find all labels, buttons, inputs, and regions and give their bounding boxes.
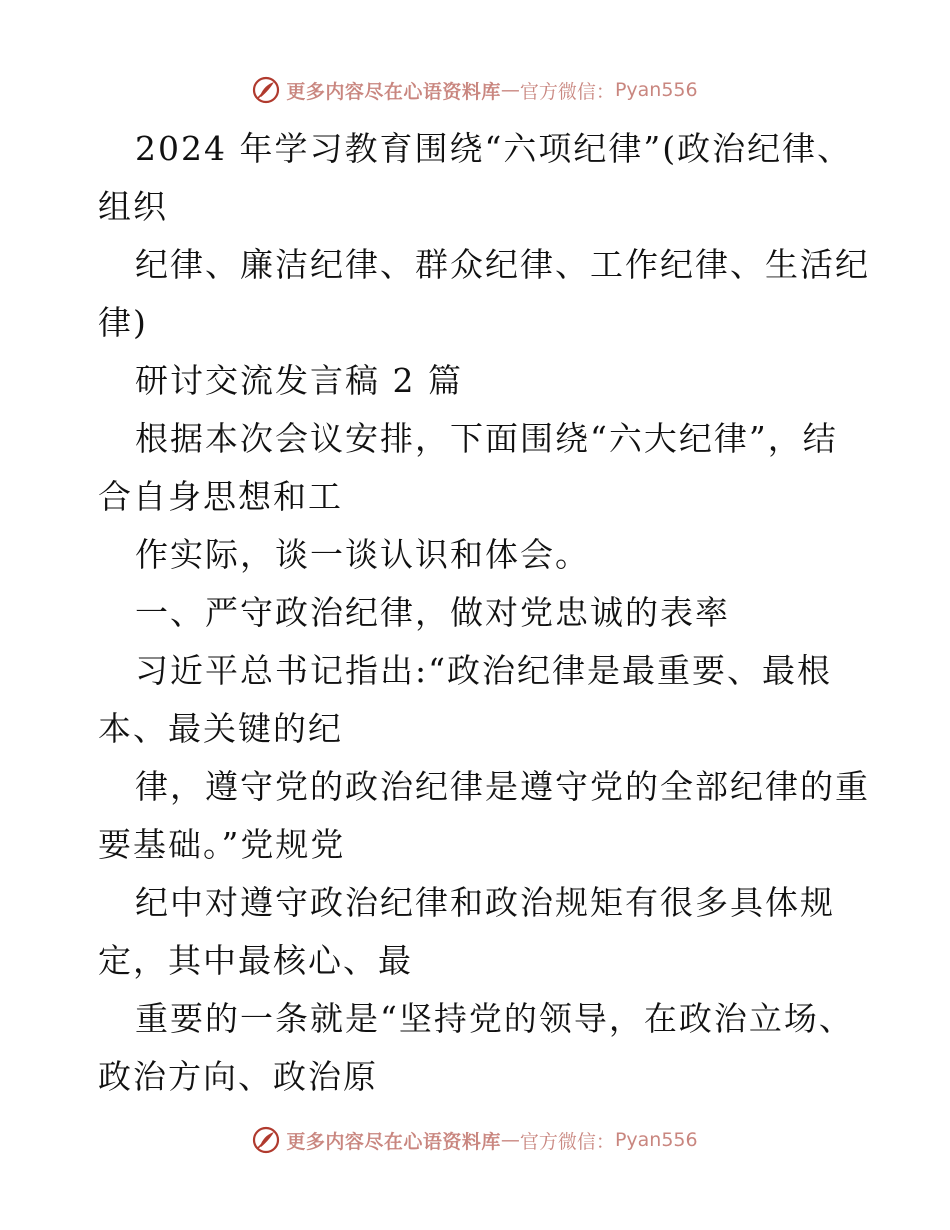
body-line: 本、最关键的纪 xyxy=(98,709,343,748)
banner-dash: — xyxy=(500,79,520,101)
body-line: 习近平总书记指出:“政治纪律是最重要、最根 xyxy=(135,651,832,690)
header-banner xyxy=(0,70,950,110)
banner-contact-label: 官方微信： xyxy=(519,80,615,103)
body-line: 根据本次会议安排，下面围绕“六大纪律”，结 xyxy=(135,419,838,458)
body-line: 重要的一条就是“坚持党的领导，在政治立场、 xyxy=(135,999,854,1038)
body-line: 研讨交流发言稿 2 篇 xyxy=(135,361,463,400)
banner-main-text: 更多内容尽在心语资料库 xyxy=(286,1130,501,1153)
body-line: 组织 xyxy=(98,187,168,226)
banner-main-text: 更多内容尽在心语资料库 xyxy=(286,80,501,103)
body-line: 要基础。”党规党 xyxy=(98,825,346,864)
section-heading: 一、严守政治纪律，做对党忠诚的表率 xyxy=(135,593,730,632)
banner-contact-id: Pyan556 xyxy=(614,79,698,101)
body-line: 政治方向、政治原 xyxy=(98,1057,378,1096)
body-line: 2024 年学习教育围绕“六项纪律”(政治纪律、 xyxy=(135,129,853,168)
body-line: 定，其中最核心、最 xyxy=(98,941,413,980)
footer-banner xyxy=(0,1120,950,1160)
body-line: 纪律、廉洁纪律、群众纪律、工作纪律、生活纪 xyxy=(135,245,870,284)
body-line: 合自身思想和工 xyxy=(98,477,343,516)
body-line: 律) xyxy=(98,303,148,342)
banner-contact-label: 官方微信： xyxy=(519,1130,615,1153)
feather-pen-icon xyxy=(252,76,280,104)
banner-dash: — xyxy=(500,1129,520,1151)
body-line: 纪中对遵守政治纪律和政治规矩有很多具体规 xyxy=(135,883,835,922)
feather-pen-icon xyxy=(252,1126,280,1154)
banner-contact-id: Pyan556 xyxy=(614,1129,698,1151)
body-line: 律，遵守党的政治纪律是遵守党的全部纪律的重 xyxy=(135,767,870,806)
body-line: 作实际，谈一谈认识和体会。 xyxy=(135,535,590,574)
